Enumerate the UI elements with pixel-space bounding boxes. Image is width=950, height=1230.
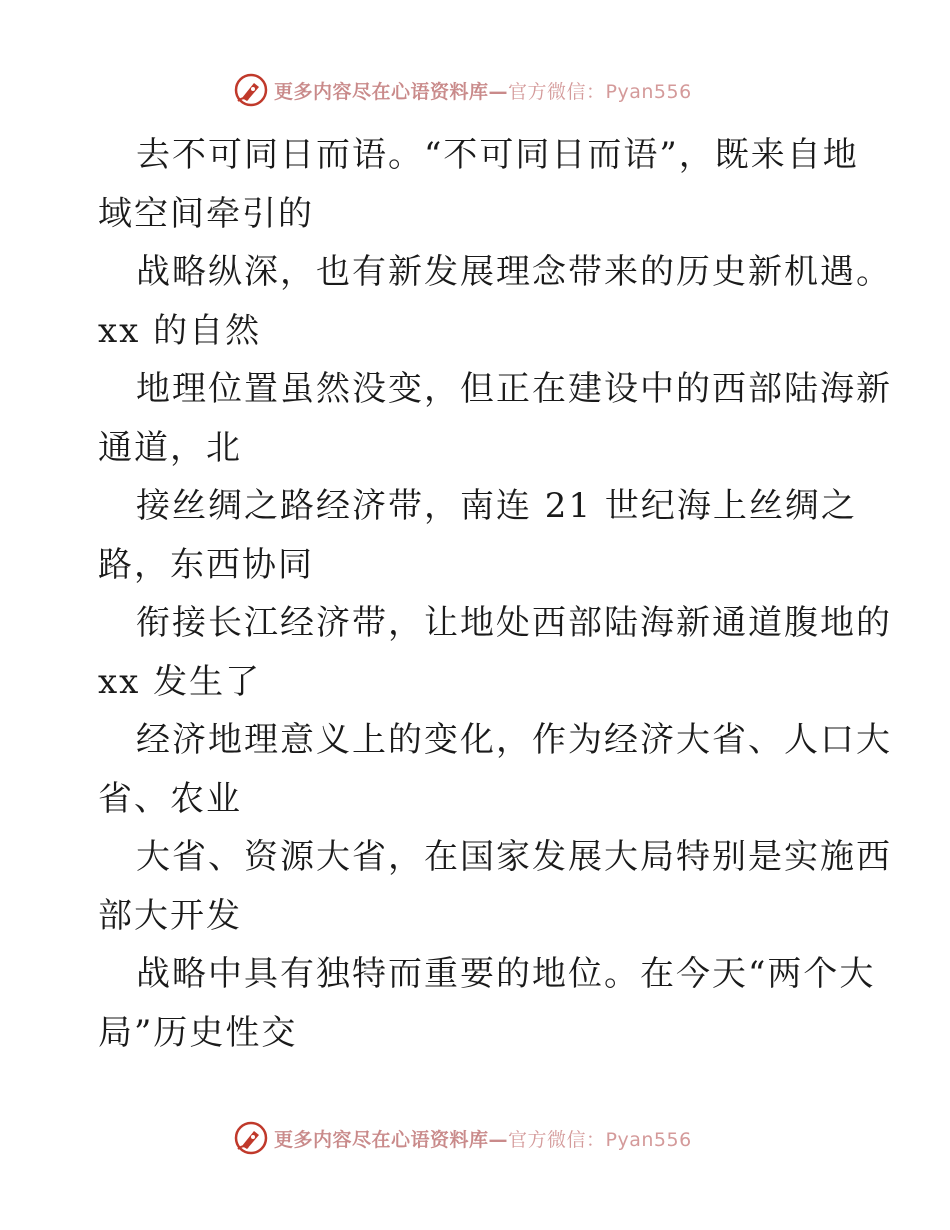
- footer-text-sep: —: [488, 1128, 509, 1151]
- footer-wechat: 官方微信：Pyan556: [508, 1128, 692, 1151]
- header-wechat: 官方微信：Pyan556: [508, 80, 692, 103]
- body-line: 省、农业: [98, 778, 242, 819]
- body-line: 战略纵深，也有新发展理念带来的历史新机遇。: [136, 252, 892, 292]
- pen-nib-circle-icon: [232, 71, 270, 109]
- body-line: 去不可同日而语。“不可同日而语”，既来自地: [136, 135, 859, 175]
- body-line: 路，东西协同: [98, 544, 314, 585]
- body-line: 接丝绸之路经济带，南连 21 世纪海上丝绸之: [136, 486, 857, 526]
- body-line: 部大开发: [98, 895, 242, 936]
- body-line: 战略中具有独特而重要的地位。在今天“两个大: [136, 954, 876, 994]
- body-line: 经济地理意义上的变化，作为经济大省、人口大: [136, 720, 892, 760]
- header-text-sep: —: [488, 80, 509, 103]
- body-line: 局”历史性交: [98, 1012, 298, 1053]
- body-line: xx 发生了: [98, 661, 262, 702]
- body-line: xx 的自然: [98, 310, 262, 351]
- body-line: 地理位置虽然没变，但正在建设中的西部陆海新: [136, 369, 892, 409]
- footer-banner: [232, 1118, 692, 1158]
- body-line: 衔接长江经济带，让地处西部陆海新通道腹地的: [136, 603, 892, 643]
- body-line: 大省、资源大省，在国家发展大局特别是实施西: [136, 837, 892, 877]
- header-text-main: 更多内容尽在心语资料库: [274, 80, 489, 103]
- footer-text-main: 更多内容尽在心语资料库: [274, 1128, 489, 1151]
- header-text: [274, 77, 692, 104]
- body-line: 域空间牵引的: [98, 193, 314, 234]
- header-banner: [232, 70, 692, 110]
- document-body: [98, 126, 892, 1062]
- pen-nib-circle-icon: [232, 1119, 270, 1157]
- footer-text: [274, 1125, 692, 1152]
- body-line: 通道，北: [98, 427, 242, 468]
